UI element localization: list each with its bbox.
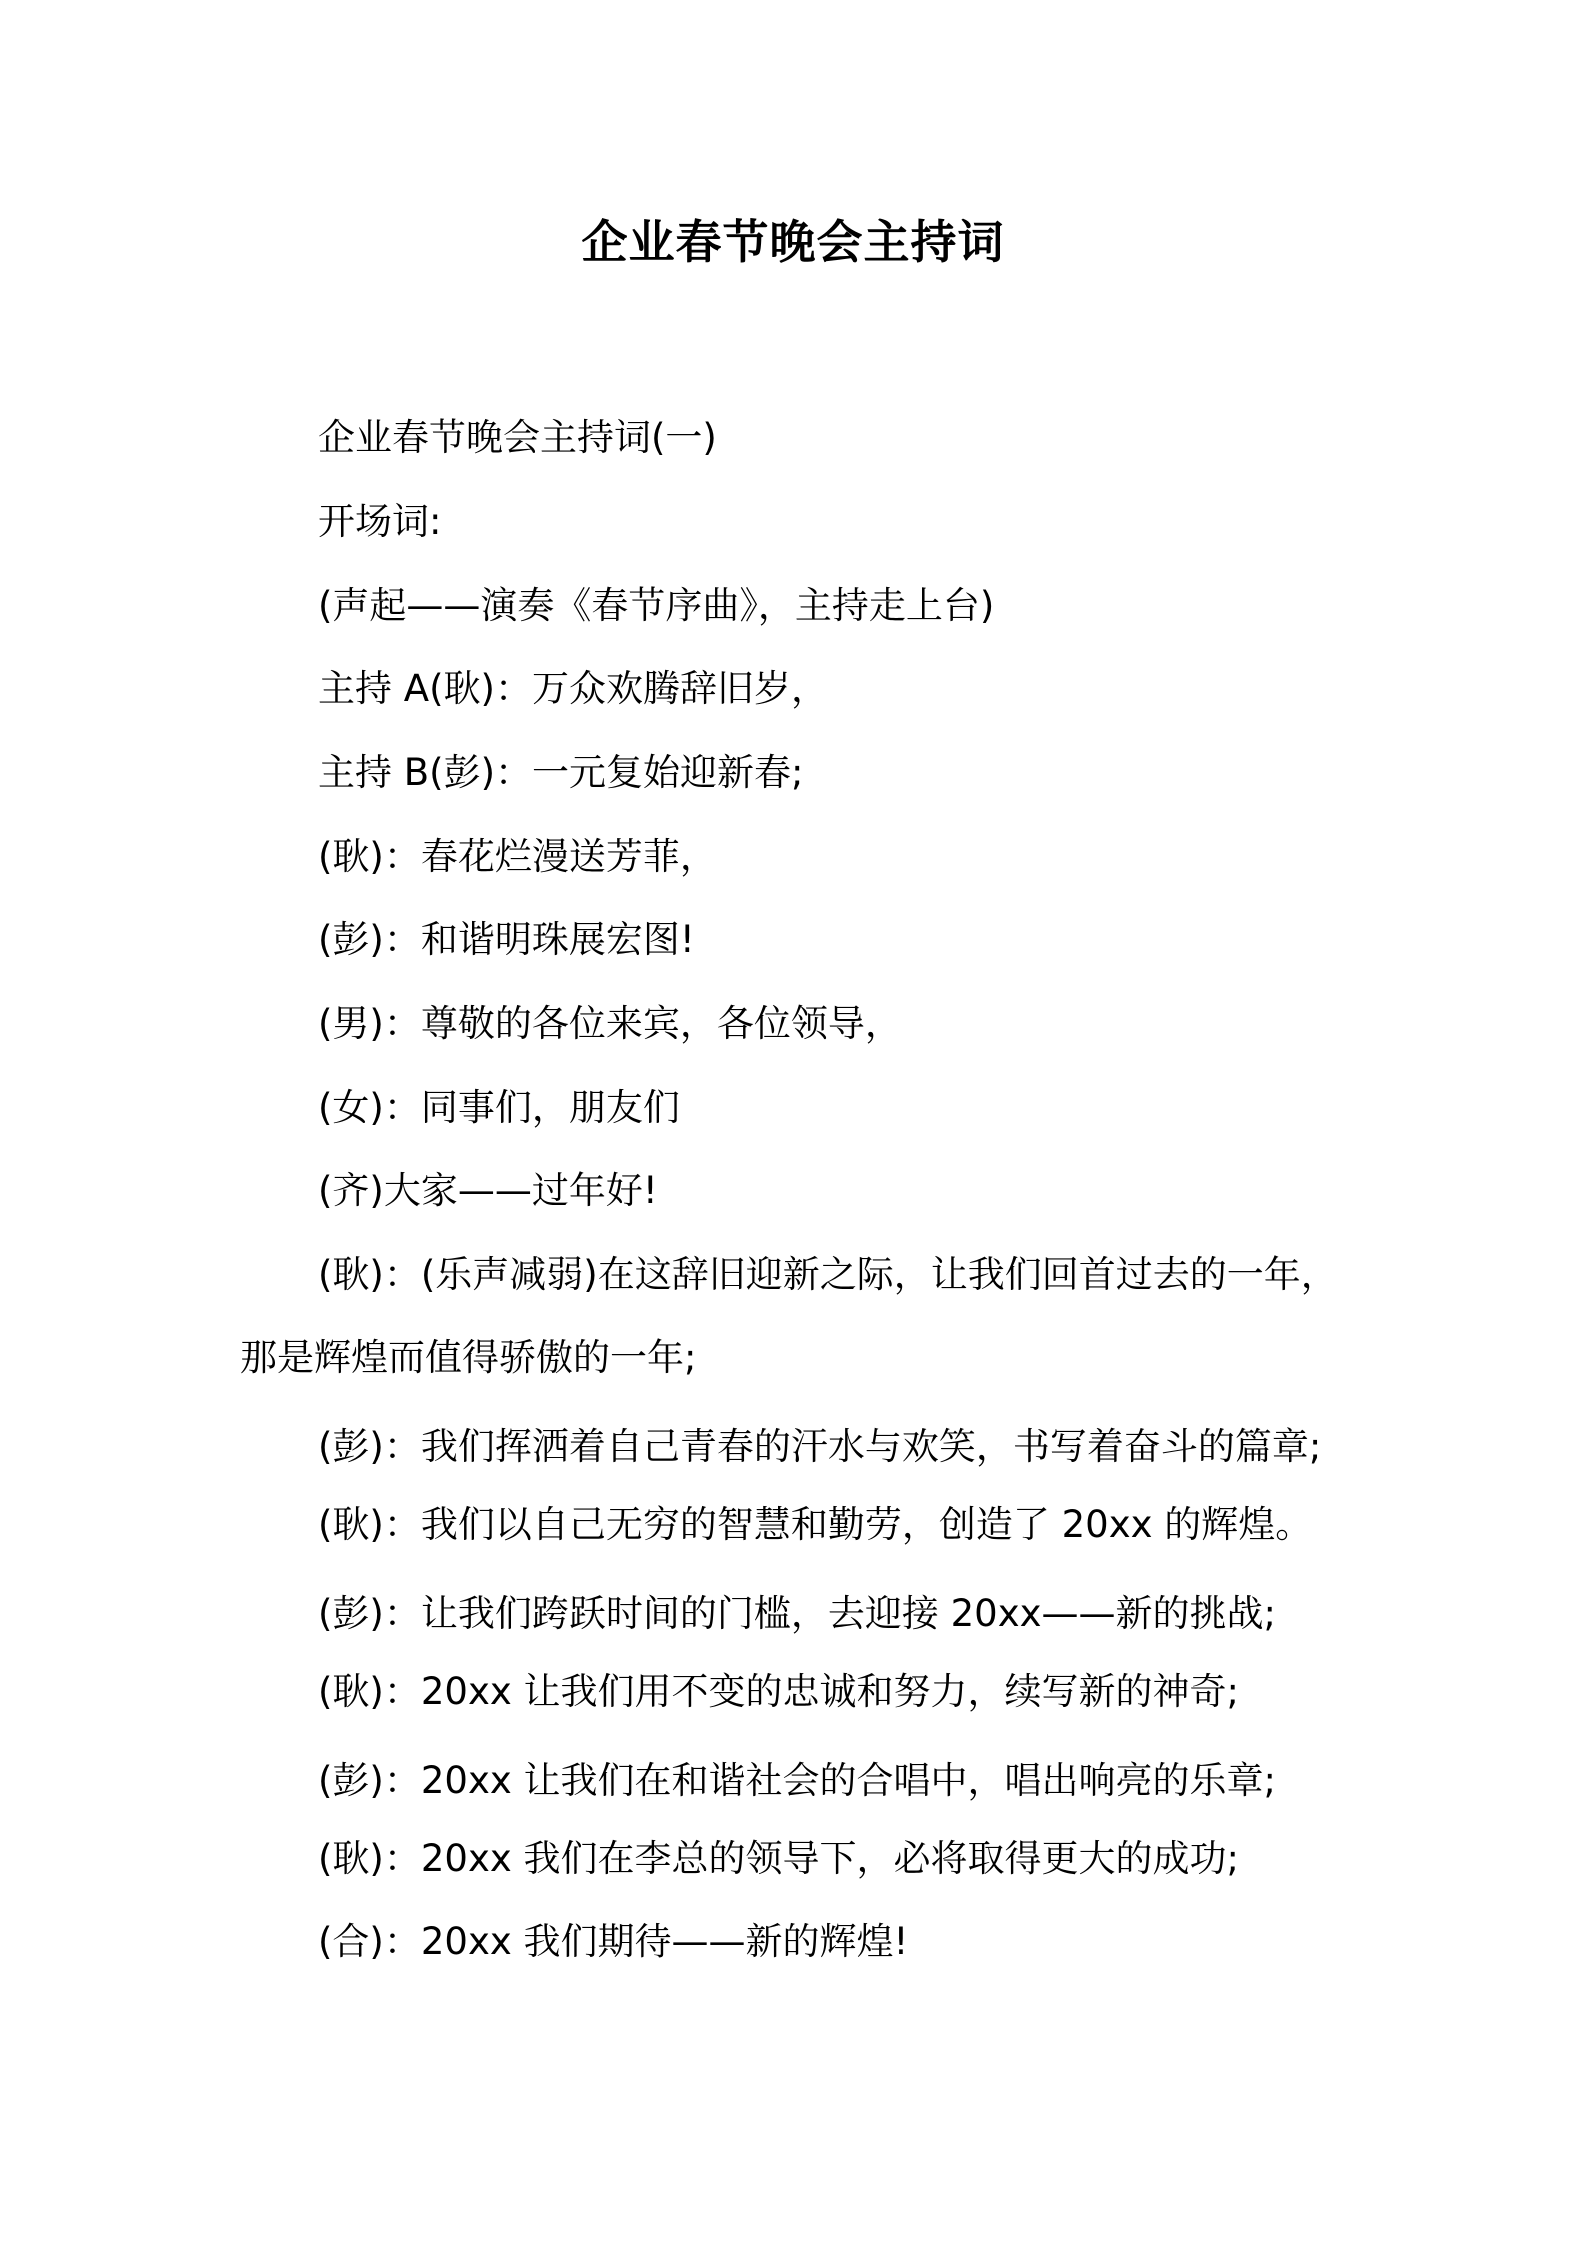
paragraph-line: (彭)：20xx 让我们在和谐社会的合唱中，唱出响亮的乐章; bbox=[318, 1759, 1276, 1802]
paragraph-line: (男)：尊敬的各位来宾，各位领导， bbox=[318, 1002, 902, 1045]
paragraph-line: 开场词: bbox=[318, 500, 442, 543]
section-heading: 企业春节晚会主持词(一) bbox=[318, 416, 717, 459]
paragraph-line: 主持 A(耿)：万众欢腾辞旧岁， bbox=[318, 667, 828, 710]
paragraph-line: (耿)：20xx 我们在李总的领导下，必将取得更大的成功; bbox=[318, 1837, 1239, 1880]
document-title: 企业春节晚会主持词 bbox=[581, 215, 1005, 269]
paragraph-line: (彭)：让我们跨跃时间的门槛，去迎接 20xx——新的挑战; bbox=[318, 1592, 1276, 1635]
paragraph-line: (耿)：(乐声减弱)在这辞旧迎新之际，让我们回首过去的一年， bbox=[318, 1253, 1338, 1296]
paragraph-line: (合)：20xx 我们期待——新的辉煌! bbox=[318, 1920, 909, 1963]
paragraph-line: (女)：同事们，朋友们 bbox=[318, 1086, 680, 1129]
paragraph-line: (耿)：春花烂漫送芳菲， bbox=[318, 835, 717, 878]
paragraph-line: (齐)大家——过年好! bbox=[318, 1169, 658, 1212]
paragraph-line: 主持 B(彭)：一元复始迎新春; bbox=[318, 751, 804, 794]
paragraph-line: (耿)：我们以自己无穷的智慧和勤劳，创造了 20xx 的辉煌。 bbox=[318, 1503, 1313, 1546]
paragraph-line: (彭)：和谐明珠展宏图! bbox=[318, 918, 695, 961]
paragraph-line: 那是辉煌而值得骄傲的一年; bbox=[240, 1336, 697, 1379]
paragraph-line: (彭)：我们挥洒着自己青春的汗水与欢笑，书写着奋斗的篇章; bbox=[318, 1425, 1322, 1468]
paragraph-line: (声起——演奏《春节序曲》，主持走上台) bbox=[318, 584, 995, 627]
paragraph-line: (耿)：20xx 让我们用不变的忠诚和努力，续写新的神奇; bbox=[318, 1670, 1239, 1713]
